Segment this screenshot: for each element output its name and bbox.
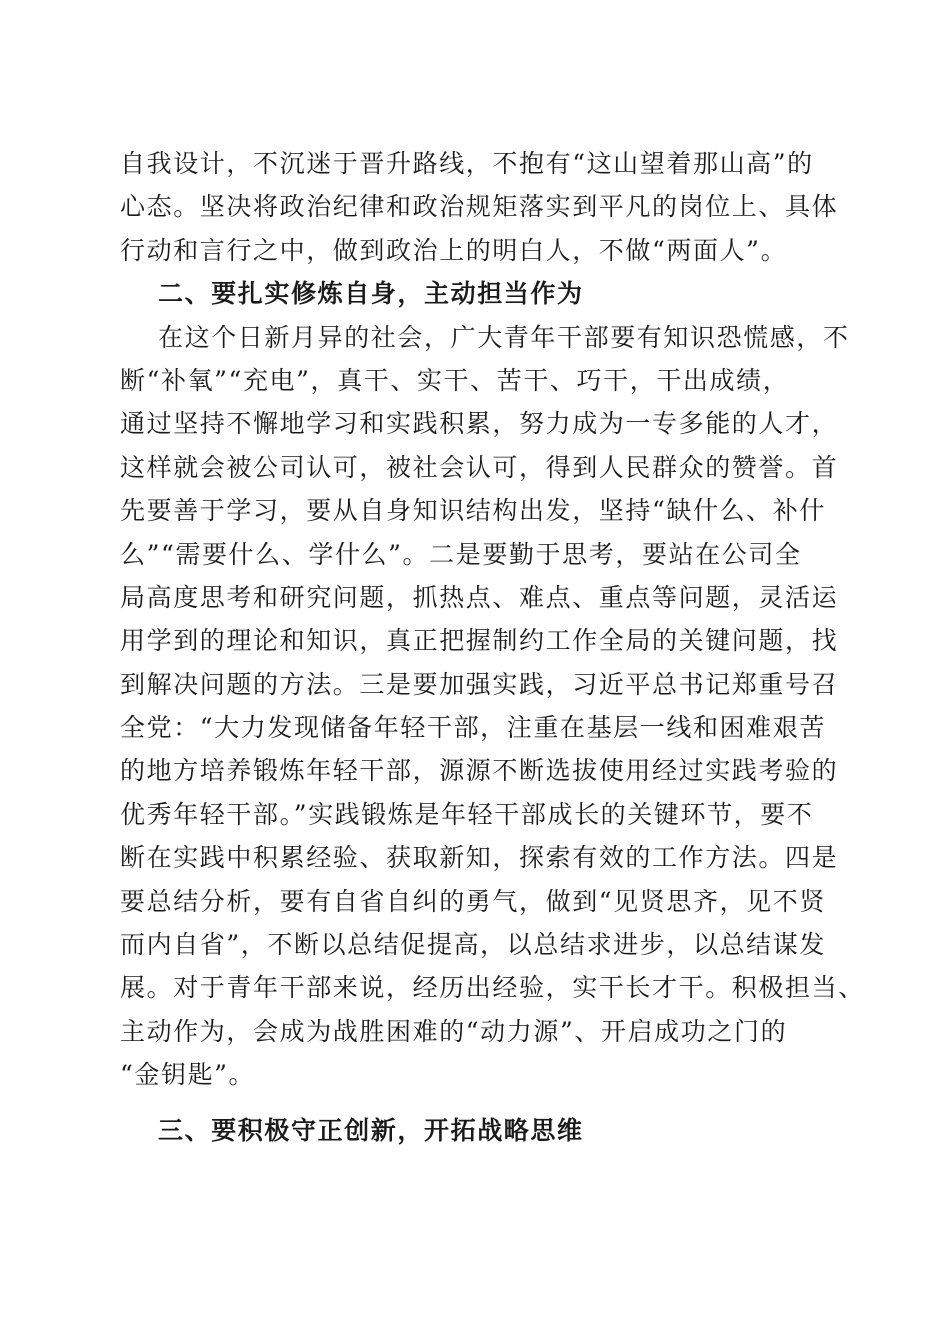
text-line: 的地方培养锻炼年轻干部，源源不断选拔使用经过实践考验的 (120, 756, 839, 786)
text-line: 到解决问题的方法。三是要加强实践，习近平总书记郑重号召 (120, 669, 839, 699)
text-line: 展。对于青年干部来说，经历出经验，实干长才干。积极担当、 (120, 973, 865, 1003)
section-heading-2: 二、要扎实修炼自身，主动担当作为 (158, 279, 584, 309)
text-line: 而内自省”，不断以总结促提高，以总结求进步，以总结谋发 (120, 930, 826, 960)
text-line: 全党：“大力发现储备年轻干部，注重在基层一线和困难艰苦 (120, 713, 826, 743)
text-line: 要总结分析，要有自省自纠的勇气，做到“见贤思齐，见不贤 (120, 886, 826, 916)
text-line: 用学到的理论和知识，真正把握制约工作全局的关键问题，找 (120, 626, 839, 656)
paragraph-1 (120, 142, 839, 272)
text-line: 断在实践中积累经验、获取新知，探索有效的工作方法。四是 (120, 843, 839, 873)
document-page (120, 142, 865, 1152)
text-line: 主动作为，会成为战胜困难的“动力源”、开启成功之门的 (120, 1016, 788, 1046)
text-line: 么”“需要什么、学什么”。二是要勤于思考，要站在公司全 (120, 539, 802, 569)
text-line: “金钥匙”。 (120, 1060, 256, 1090)
text-line: 断“补氧”“充电”，真干、实干、苦干、巧干，干出成绩， (120, 365, 790, 395)
paragraph-2 (120, 316, 865, 1097)
section-heading-3: 三、要积极守正创新，开拓战略思维 (158, 1115, 584, 1145)
text-line: 自我设计，不沉迷于晋升路线，不抱有“这山望着那山高”的 (120, 149, 814, 178)
text-line: 优秀年轻干部。”实践锻炼是年轻干部成长的关键环节，要不 (120, 799, 814, 829)
text-line: 局高度思考和研究问题，抓热点、难点、重点等问题，灵活运 (120, 582, 839, 612)
text-line: 心态。坚决将政治纪律和政治规矩落实到平凡的岗位上、具体 (120, 192, 839, 222)
text-line: 通过坚持不懈地学习和实践积累，努力成为一专多能的人才， (120, 409, 839, 439)
text-line: 这样就会被公司认可，被社会认可，得到人民群众的赞誉。首 (120, 452, 839, 482)
text-line: 先要善于学习，要从自身知识结构出发，坚持“缺什么、补什 (120, 496, 826, 526)
text-line: 行动和言行之中，做到政治上的明白人，不做“两面人”。 (120, 235, 788, 265)
text-line: 在这个日新月异的社会，广大青年干部要有知识恐慌感，不 (158, 322, 850, 352)
